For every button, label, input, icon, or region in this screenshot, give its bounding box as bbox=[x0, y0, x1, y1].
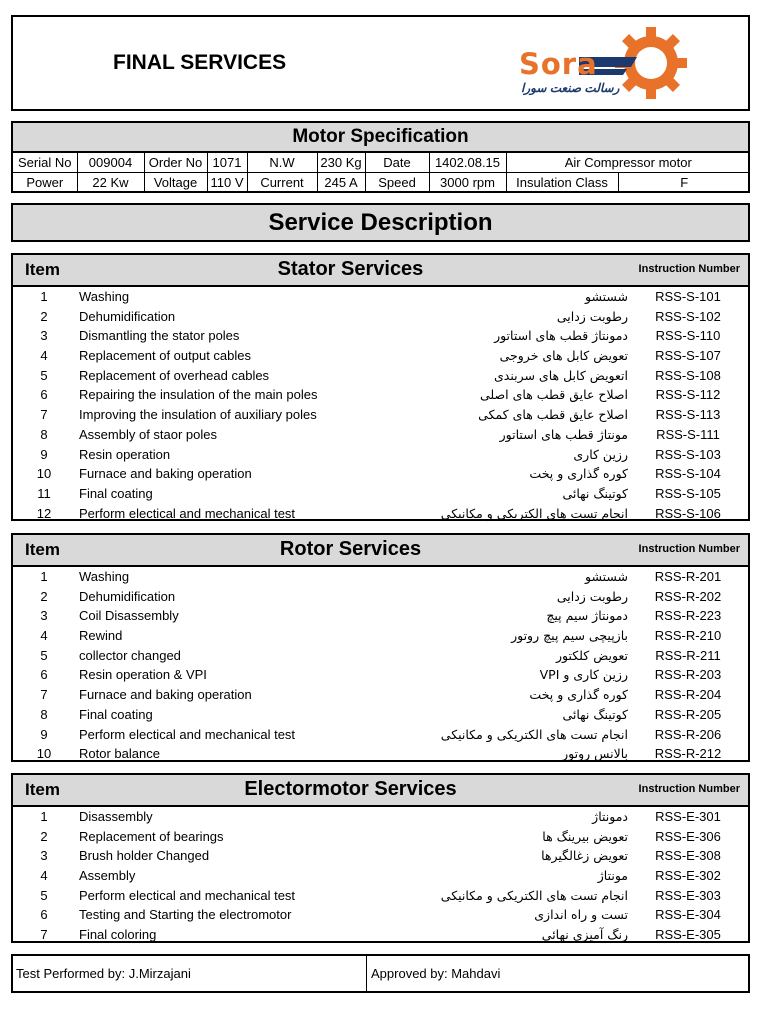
table-row bbox=[13, 905, 748, 925]
instruction-column-header: Instruction Number bbox=[638, 783, 740, 795]
signature-footer bbox=[11, 954, 750, 993]
service-name-fa: رنگ آمیزی نهائی bbox=[541, 927, 628, 943]
item-number: 8 bbox=[40, 706, 48, 722]
item-number: 3 bbox=[40, 328, 48, 344]
spec-label-insulation: Insulation Class bbox=[506, 173, 618, 193]
service-name-fa: انجام تست های الکتریکی و مکانیکی bbox=[440, 505, 628, 521]
instruction-number: RSS-S-101 bbox=[655, 289, 721, 304]
table-row bbox=[13, 925, 748, 945]
instruction-number: RSS-R-204 bbox=[654, 687, 722, 703]
table-row bbox=[13, 646, 748, 666]
stator-rows bbox=[13, 287, 748, 523]
instruction-number: RSS-R-206 bbox=[654, 726, 722, 742]
table-row bbox=[13, 287, 748, 307]
instruction-number: RSS-R-210 bbox=[654, 628, 722, 644]
spec-label-voltage: Voltage bbox=[144, 173, 207, 193]
service-name-fa: کوتینگ نهائی bbox=[562, 706, 628, 722]
item-number: 5 bbox=[40, 367, 48, 383]
service-name-en: Washing bbox=[79, 569, 130, 584]
service-name-fa: رطوبت زدایی bbox=[556, 588, 628, 604]
item-number: 7 bbox=[40, 407, 48, 423]
spec-value-date: 1402.08.15 bbox=[429, 153, 506, 173]
spec-label-serial: Serial No bbox=[13, 153, 77, 173]
service-name-en: Assembly of staor poles bbox=[79, 426, 218, 442]
rotor-services-section bbox=[11, 533, 750, 762]
service-name-fa: اصلاح عایق قطب های اصلی bbox=[479, 387, 628, 403]
item-column-header: Item bbox=[25, 540, 60, 559]
spec-value-voltage: 110 V bbox=[207, 173, 247, 193]
service-name-en: Assembly bbox=[79, 868, 136, 884]
electromotor-rows bbox=[13, 807, 748, 945]
spec-label-order: Order No bbox=[144, 153, 207, 173]
item-number: 6 bbox=[40, 667, 48, 683]
table-row bbox=[13, 587, 748, 607]
spec-value-current: 245 A bbox=[317, 173, 365, 193]
service-name-fa: تست و راه اندازی bbox=[534, 907, 628, 923]
table-row bbox=[13, 866, 748, 886]
item-number: 10 bbox=[36, 746, 52, 762]
item-number: 9 bbox=[40, 726, 48, 742]
instruction-number: RSS-S-102 bbox=[655, 308, 721, 324]
table-row bbox=[13, 326, 748, 346]
item-number: 4 bbox=[40, 348, 48, 364]
instruction-number: RSS-E-304 bbox=[655, 907, 721, 923]
motor-specification bbox=[11, 121, 750, 193]
instruction-number: RSS-S-104 bbox=[655, 466, 721, 482]
spec-row-2 bbox=[13, 173, 750, 193]
instruction-number: RSS-E-301 bbox=[655, 809, 721, 824]
item-number: 1 bbox=[40, 569, 48, 584]
service-name-en: Brush holder Changed bbox=[79, 848, 210, 864]
service-name-en: Perform electical and mechanical test bbox=[79, 505, 296, 521]
service-name-fa: تعویض بیرینگ ها bbox=[542, 828, 628, 844]
service-name-fa: کوره گذاری و پخت bbox=[529, 466, 628, 482]
service-name-fa: کوتینگ نهائی bbox=[562, 485, 628, 501]
table-row bbox=[13, 665, 748, 685]
table-row bbox=[13, 705, 748, 725]
instruction-number: RSS-E-302 bbox=[655, 868, 721, 884]
table-row bbox=[13, 725, 748, 745]
service-name-fa: رزین کاری و VPI bbox=[539, 667, 628, 683]
spec-row-1 bbox=[13, 153, 750, 173]
instruction-number: RSS-S-106 bbox=[655, 505, 721, 521]
item-number: 2 bbox=[40, 828, 48, 844]
service-name-fa: دمونتاژ bbox=[592, 809, 628, 824]
table-row bbox=[13, 567, 748, 587]
table-row bbox=[13, 744, 748, 764]
approved-by: Approved by: Mahdavi bbox=[371, 966, 501, 981]
item-number: 2 bbox=[40, 588, 48, 604]
spec-label-nw: N.W bbox=[247, 153, 317, 173]
table-row bbox=[13, 445, 748, 465]
item-number: 7 bbox=[40, 687, 48, 703]
item-number: 1 bbox=[40, 289, 48, 304]
service-name-en: Perform electical and mechanical test bbox=[79, 726, 296, 742]
item-number: 5 bbox=[40, 647, 48, 663]
spec-value-serial: 009004 bbox=[77, 153, 144, 173]
item-number: 3 bbox=[40, 608, 48, 624]
spec-value-speed: 3000 rpm bbox=[429, 173, 506, 193]
stator-services-section bbox=[11, 253, 750, 521]
spec-table bbox=[13, 152, 750, 192]
instruction-number: RSS-R-203 bbox=[654, 667, 722, 683]
table-row bbox=[13, 886, 748, 906]
service-name-en: Furnace and baking operation bbox=[79, 466, 252, 482]
rotor-rows bbox=[13, 567, 748, 764]
document-header bbox=[11, 15, 750, 111]
instruction-number: RSS-E-303 bbox=[655, 887, 721, 903]
instruction-number: RSS-S-105 bbox=[655, 485, 721, 501]
rotor-header bbox=[13, 535, 748, 567]
instruction-number: RSS-E-308 bbox=[655, 848, 721, 864]
service-name-fa: شستشو bbox=[584, 289, 628, 304]
service-name-fa: اصلاح عایق قطب های کمکی bbox=[478, 407, 628, 423]
service-name-en: Furnace and baking operation bbox=[79, 687, 252, 703]
item-number: 11 bbox=[37, 485, 51, 501]
page-title: FINAL SERVICES bbox=[113, 51, 287, 74]
item-number: 8 bbox=[40, 426, 48, 442]
item-number: 10 bbox=[36, 466, 52, 482]
item-number: 6 bbox=[40, 387, 48, 403]
table-row bbox=[13, 606, 748, 626]
item-column-header: Item bbox=[25, 260, 60, 279]
table-row bbox=[13, 626, 748, 646]
instruction-number: RSS-R-211 bbox=[655, 647, 721, 663]
service-name-fa: شستشو bbox=[584, 569, 628, 584]
test-performed-by: Test Performed by: J.Mirzajani bbox=[13, 956, 367, 991]
service-name-en: Coil Disassembly bbox=[79, 608, 179, 624]
instruction-number: RSS-R-212 bbox=[654, 746, 722, 762]
service-name-en: Final coating bbox=[79, 485, 153, 501]
instruction-number: RSS-R-223 bbox=[654, 608, 722, 624]
service-name-fa: رزین کاری bbox=[573, 446, 628, 462]
instruction-number: RSS-E-306 bbox=[655, 828, 721, 844]
table-row bbox=[13, 484, 748, 504]
instruction-number: RSS-S-107 bbox=[655, 348, 721, 364]
stator-title: Stator Services bbox=[277, 258, 424, 280]
item-number: 5 bbox=[40, 887, 48, 903]
instruction-number: RSS-S-110 bbox=[655, 328, 721, 344]
service-name-fa: مونتاژ bbox=[597, 868, 628, 884]
service-name-fa: رطوبت زدایی bbox=[556, 308, 628, 324]
item-number: 9 bbox=[40, 446, 48, 462]
instruction-number: RSS-R-202 bbox=[654, 588, 722, 604]
service-name-en: Testing and Starting the electromotor bbox=[79, 907, 292, 923]
table-row bbox=[13, 685, 748, 705]
spec-value-power: 22 Kw bbox=[77, 173, 144, 193]
service-name-fa: دمونتاژ قطب های استاتور bbox=[494, 328, 628, 344]
table-row bbox=[13, 827, 748, 847]
spec-value-nw: 230 Kg bbox=[317, 153, 365, 173]
instruction-number: RSS-S-108 bbox=[655, 367, 721, 383]
spec-label-current: Current bbox=[247, 173, 317, 193]
logo-brand-text: Sora bbox=[519, 47, 598, 81]
service-name-en: Improving the insulation of auxiliary poles bbox=[79, 407, 317, 423]
table-row bbox=[13, 464, 748, 484]
item-number: 7 bbox=[40, 927, 48, 943]
service-name-fa: انجام تست های الکتریکی و مکانیکی bbox=[440, 887, 628, 903]
electromotor-services-section bbox=[11, 773, 750, 943]
instruction-column-header: Instruction Number bbox=[638, 543, 740, 555]
spec-title: Motor Specification bbox=[13, 123, 748, 152]
instruction-number: RSS-S-113 bbox=[655, 407, 721, 423]
service-name-fa: بالانس روتور bbox=[562, 746, 628, 762]
company-logo bbox=[509, 23, 709, 107]
stator-header bbox=[13, 255, 748, 287]
item-number: 2 bbox=[40, 308, 48, 324]
spec-label-speed: Speed bbox=[365, 173, 429, 193]
service-name-en: Dehumidification bbox=[79, 588, 176, 604]
instruction-number: RSS-R-201 bbox=[654, 569, 722, 584]
item-number: 4 bbox=[40, 628, 48, 644]
table-row bbox=[13, 504, 748, 524]
instruction-number: RSS-S-112 bbox=[655, 387, 721, 403]
item-number: 4 bbox=[40, 868, 48, 884]
logo-subtitle: رسالت صنعت سورا bbox=[521, 81, 620, 95]
service-name-en: Resin operation & VPI bbox=[79, 667, 207, 683]
service-name-fa: تعویض زغالگیرها bbox=[541, 848, 628, 864]
service-name-fa: مونتاژ قطب های استاتور bbox=[499, 426, 628, 442]
item-number: 1 bbox=[40, 809, 48, 824]
instruction-number: RSS-S-111 bbox=[656, 426, 720, 442]
service-name-en: Replacement of bearings bbox=[79, 828, 224, 844]
service-name-fa: اتعویض کابل های سربندی bbox=[493, 367, 628, 383]
service-name-fa: بازپیچی سیم پیچ روتور bbox=[511, 628, 628, 644]
service-name-en: Final coating bbox=[79, 706, 153, 722]
electromotor-title: Electormotor Services bbox=[244, 778, 457, 800]
service-name-fa: تعویض کابل های خروجی bbox=[499, 348, 628, 364]
spec-label-date: Date bbox=[365, 153, 429, 173]
service-description-heading: Service Description bbox=[11, 203, 750, 242]
item-number: 3 bbox=[40, 848, 48, 864]
service-name-en: Dehumidification bbox=[79, 308, 176, 324]
service-name-en: Replacement of output cables bbox=[79, 348, 251, 364]
table-row bbox=[13, 846, 748, 866]
table-row bbox=[13, 366, 748, 386]
spec-label-power: Power bbox=[13, 173, 77, 193]
item-column-header: Item bbox=[25, 780, 60, 799]
service-name-en: Rewind bbox=[79, 628, 123, 644]
instruction-column-header: Instruction Number bbox=[638, 263, 740, 275]
spec-motor-type: Air Compressor motor bbox=[506, 153, 750, 173]
item-number: 6 bbox=[40, 907, 48, 923]
instruction-number: RSS-S-103 bbox=[655, 446, 721, 462]
table-row bbox=[13, 307, 748, 327]
service-name-en: Final coloring bbox=[79, 927, 157, 943]
service-name-fa: کوره گذاری و پخت bbox=[529, 687, 628, 703]
service-name-fa: تعویض کلکتور bbox=[556, 647, 628, 663]
table-row bbox=[13, 346, 748, 366]
table-row bbox=[13, 405, 748, 425]
spec-value-order: 1071 bbox=[207, 153, 247, 173]
table-row bbox=[13, 807, 748, 827]
service-name-fa: دمونتاژ سیم پیچ bbox=[546, 608, 628, 624]
rotor-title: Rotor Services bbox=[279, 538, 422, 560]
service-name-fa: انجام تست های الکتریکی و مکانیکی bbox=[440, 726, 628, 742]
service-name-en: Repairing the insulation of the main poles bbox=[79, 387, 318, 403]
service-name-en: Rotor balance bbox=[79, 746, 160, 762]
table-row bbox=[13, 385, 748, 405]
service-name-en: Dismantling the stator poles bbox=[79, 328, 240, 344]
electromotor-header bbox=[13, 775, 748, 807]
service-name-en: Perform electical and mechanical test bbox=[79, 887, 296, 903]
item-number: 12 bbox=[36, 505, 52, 521]
service-name-en: Resin operation bbox=[79, 446, 171, 462]
service-name-en: Washing bbox=[79, 289, 130, 304]
spec-value-insulation: F bbox=[618, 173, 750, 193]
instruction-number: RSS-E-305 bbox=[655, 927, 721, 943]
service-name-en: Disassembly bbox=[79, 809, 153, 824]
service-name-en: collector changed bbox=[79, 647, 181, 663]
service-name-en: Replacement of overhead cables bbox=[79, 367, 270, 383]
table-row bbox=[13, 425, 748, 445]
instruction-number: RSS-R-205 bbox=[654, 706, 722, 722]
